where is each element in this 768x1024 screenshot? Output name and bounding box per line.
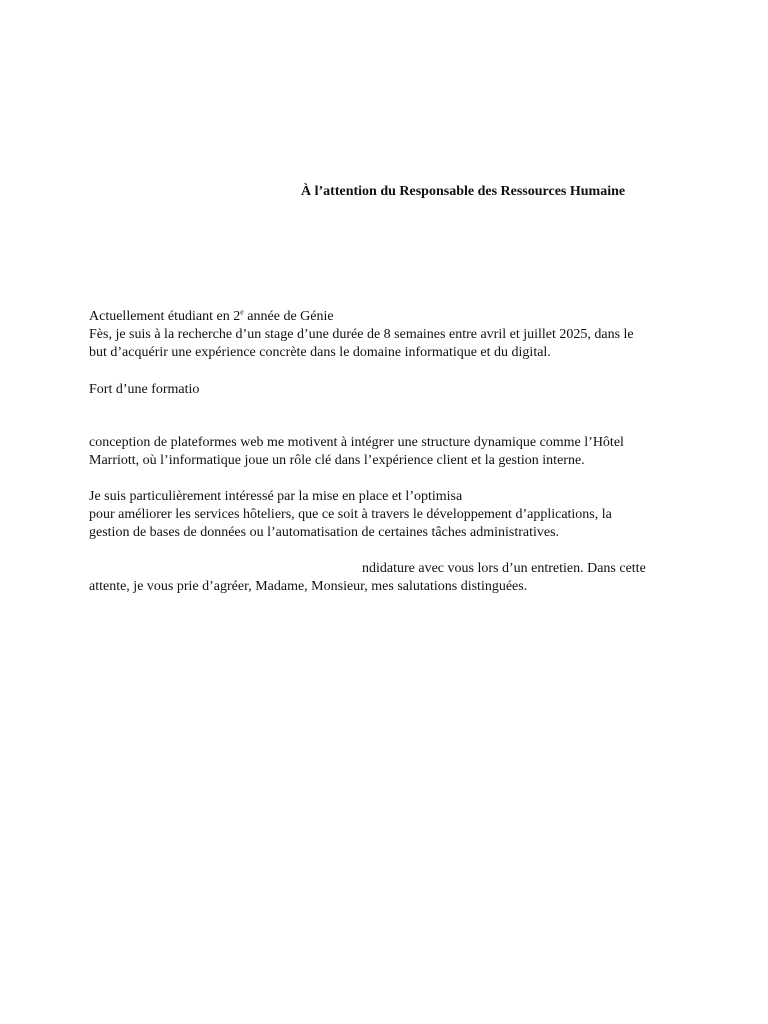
- paragraph-5-line-2: attente, je vous prie d’agréer, Madame, Monsieur, mes salutations distinguées.: [89, 579, 528, 594]
- paragraph-4-line-2: pour améliorer les services hôteliers, que ce soit à travers le développement d’applications, la: [89, 507, 612, 522]
- paragraph-4-line-1: Je suis particulièrement intéressé par la mise en place et l’optimisa: [89, 489, 463, 504]
- paragraph-1-line-1-text: Actuellement étudiant en 2: [89, 309, 241, 324]
- paragraph-1-line-1-tail: année de Génie: [243, 309, 334, 324]
- paragraph-2-line-1: Fort d’une formatio: [89, 382, 200, 397]
- paragraph-1-line-1: [89, 308, 334, 326]
- paragraph-1-line-3: but d’acquérir une expérience concrète dans le domaine informatique et du digital.: [89, 345, 551, 360]
- ordinal-superscript: e: [240, 307, 244, 317]
- paragraph-3-line-1: conception de plateformes web me motivent à intégrer une structure dynamique comme l’Hôtel: [89, 435, 624, 450]
- paragraph-1-line-2: Fès, je suis à la recherche d’un stage d’une durée de 8 semaines entre avril et juillet 2025, dans le: [89, 327, 634, 342]
- paragraph-5-line-1: ndidature avec vous lors d’un entretien. Dans cette: [362, 561, 646, 576]
- paragraph-4-line-3: gestion de bases de données ou l’automatisation de certaines tâches administratives.: [89, 525, 560, 540]
- paragraph-3-line-2: Marriott, où l’informatique joue un rôle clé dans l’expérience client et la gestion interne.: [89, 453, 585, 468]
- recipient-line: À l’attention du Responsable des Ressources Humaine: [301, 184, 626, 199]
